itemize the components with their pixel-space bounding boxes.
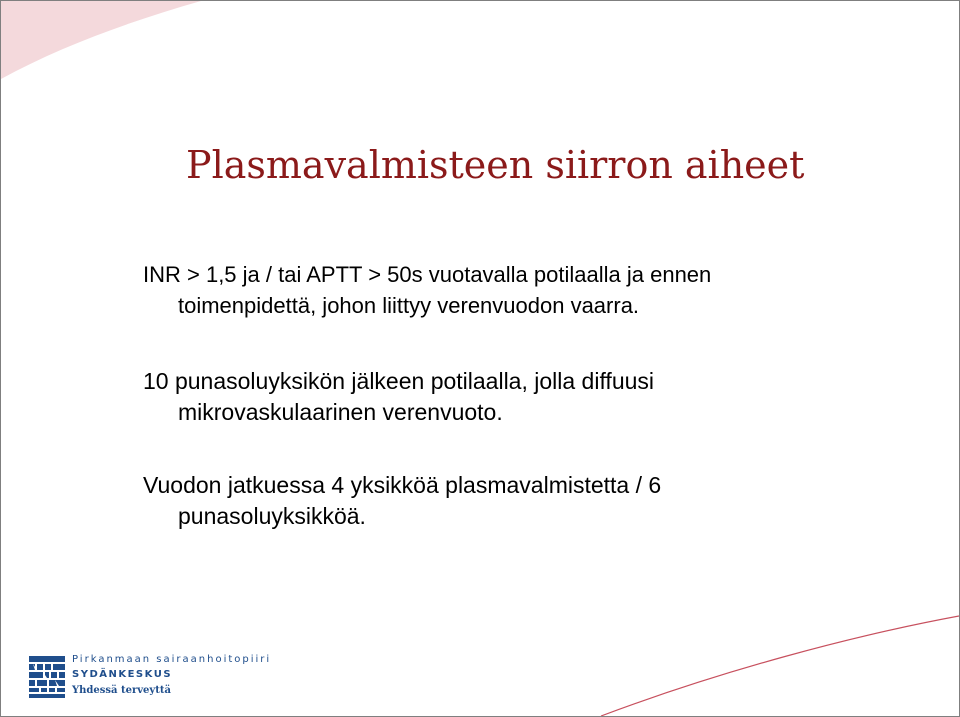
bullet-line: punasoluyksikköä.: [178, 503, 366, 529]
bullet-list: [143, 259, 863, 532]
slide-title: Plasmavalmisteen siirron aiheet: [186, 143, 805, 187]
organization-logo: [29, 654, 289, 704]
org-slogan: Yhdessä terveyttä: [72, 685, 171, 696]
bullet-item: [143, 259, 863, 321]
bullet-line: INR > 1,5 ja / tai APTT > 50s vuotavalla potilaalla ja ennen: [143, 262, 712, 287]
bullet-line: mikrovaskulaarinen verenvuoto.: [178, 399, 503, 425]
org-unit: SYDÄNKESKUS: [72, 669, 173, 680]
bullet-item: [143, 366, 863, 428]
org-name: Pirkanmaan sairaanhoitopiiri: [72, 654, 272, 665]
swoosh-top-fill: [1, 1, 201, 79]
bullet-line: 10 punasoluyksikön jälkeen potilaalla, jolla diffuusi: [143, 368, 655, 394]
bullet-line: Vuodon jatkuessa 4 yksikköä plasmavalmistetta / 6: [143, 472, 662, 498]
bullet-line: toimenpidettä, johon liittyy verenvuodon vaarra.: [178, 293, 640, 318]
swoosh-bottom-line: [601, 616, 959, 716]
bullet-item: [143, 470, 863, 532]
logo-icon: [29, 656, 65, 698]
